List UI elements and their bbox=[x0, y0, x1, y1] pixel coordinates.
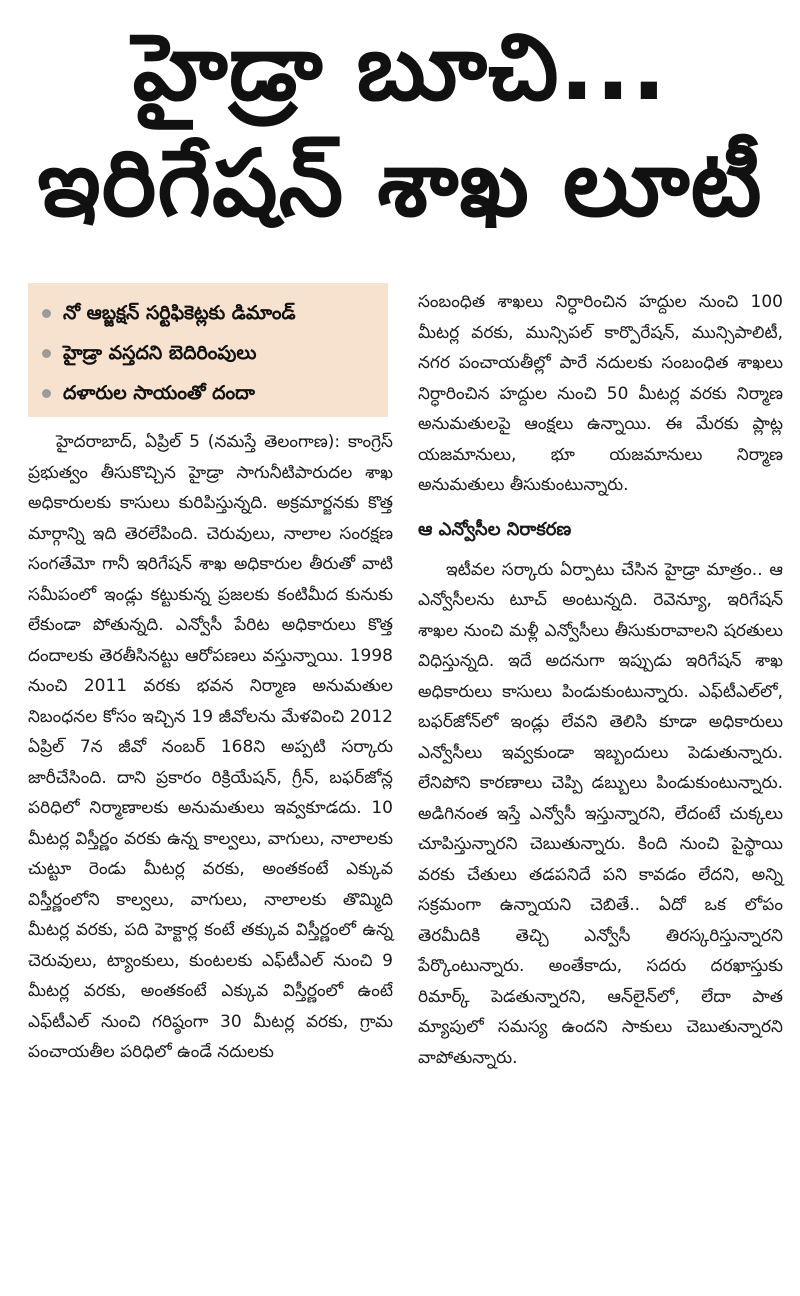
highlights-list bbox=[42, 293, 382, 413]
bullet-icon bbox=[42, 389, 51, 398]
highlight-item bbox=[42, 333, 382, 373]
headline-line-1: హైడ్రా బూచి... bbox=[132, 14, 668, 121]
article-paragraph: హైదరాబాద్, ఏప్రిల్ 5 (నమస్తే తెలంగాణ): కాంగ్రెస్ ప్రభుత్వం తీసుకొచ్చిన హైడ్రా సాగునీటిపారుదల శాఖ అధికారులకు కాసులు కురిపిస్తున్నది. అక్రమార్జనకు కొత్త మార్గాన్ని ఇది తెరలేపింది. చెరువులు, నాలాల సంరక్షణ సంగతేమో గానీ ఇరిగేషన్ శాఖ అధికారుల తీరుతో వాటి సమీపంలో ఇండ్లు కట్టుకున్న ప్రజలకు కంటిమీద కునుకు లేకుండా పోతున్నది. ఎన్వోసీ పేరిట అధికారులు కొత్త దందాలకు తెరతీసినట్టు ఆరోపణలు వస్తున్నాయి. 1998 నుంచి 2011 వరకు భవన నిర్మాణ అనుమతుల నిబంధనల కోసం ఇచ్చిన 19 జీవోలను మేళవించి 2012 ఏప్రిల్ 7న జీవో నంబర్ 168ని అప్పటి సర్కారు జారీచేసింది. దాని ప్రకారం రిక్రియేషన్, గ్రీన్, బఫర్‌జోన్ల పరిధిలో నిర్మాణాలకు అనుమతులు ఇవ్వకూడదు. 10 మీటర్ల విస్తీర్ణం వరకు ఉన్న కాల్వలు, వాగులు, నాలాలకు చుట్టూ రెండు మీటర్ల వరకు, అంతకంటే ఎక్కువ విస్తీర్ణంలోని కాల్వలు, వాగులు, నాలాలకు తొమ్మిది మీటర్ల వరకు, పది హెక్టార్ల కంటే తక్కువ విస్తీర్ణంలో ఉన్న చెరువులు, ట్యాంకులు, కుంటలకు ఎఫ్‌టీఎల్ నుంచి 9 మీటర్ల వరకు, అంతకంటే ఎక్కువ విస్తీర్ణంలో ఉంటే ఎఫ్‌టీఎల్ నుంచి గరిష్ఠంగా 30 మీటర్ల వరకు, గ్రామ పంచాయతీల పరిధిలో ఉండే నదులకు bbox=[28, 432, 393, 1062]
bullet-icon bbox=[42, 309, 51, 318]
article-paragraph: ఇటీవల సర్కారు ఏర్పాటు చేసిన హైడ్రా మాత్రం.. ఆ ఎన్వోసీలను టూచ్ అంటున్నది. రెవెన్యూ, ఇరిగేషన్ శాఖల నుంచి మళ్లీ ఎన్వోసీలు తీసుకురావాలని షరతులు విధిస్తున్నది. ఇదే అదనుగా ఇప్పుడు ఇరిగేషన్ శాఖ అధికారులు కాసులు పిండుకుంటున్నారు. ఎఫ్‌టీఎల్‌లో, బఫర్‌జోన్‌లో ఇండ్లు లేవని తెలిసి కూడా అధికారులు ఎన్వోసీలు ఇవ్వకుండా ఇబ్బందులు పెడుతున్నారు. లేనిపోని కారణాలు చెప్పి డబ్బులు పిండుకుంటున్నారు. అడిగినంత ఇస్తే ఎన్వోసీ ఇస్తున్నారని, లేదంటే చుక్కలు చూపిస్తున్నారని చెబుతున్నారు. కింది నుంచి పైస్థాయి వరకు చేతులు తడపనిదే పని కావడం లేదని, అన్ని సక్రమంగా ఉన్నాయని చెబితే.. ఏదో ఒక లోపం తెరమీదికి తెచ్చి ఎన్వోసీ తిరస్కరిస్తున్నారని పేర్కొంటున్నారు. అంతేకాదు, సదరు దరఖాస్తుకు రిమార్క్ పెడతున్నారని, ఆన్‌లైన్‌లో, లేదా పాత మ్యాపులో సమస్య ఉందని సాకులు చెబుతున్నారని వాపోతున్నారు. bbox=[418, 559, 783, 1068]
highlight-text: దళారుల సాయంతో దందా bbox=[63, 382, 255, 404]
bullet-icon bbox=[42, 349, 51, 358]
highlight-item bbox=[42, 373, 382, 413]
headline-line-2: ఇరిగేషన్ శాఖ లూటీ bbox=[37, 130, 763, 237]
article-paragraph: సంబంధిత శాఖలు నిర్ధారించిన హద్దుల నుంచి 100 మీటర్ల వరకు, మున్సిపల్ కార్పొరేషన్, మున్సిపాలిటీ, నగర పంచాయతీల్లో పారే నదులకు సంబంధిత శాఖలు నిర్ధారించిన హద్దుల నుంచి 50 మీటర్ల వరకు నిర్మాణ అనుమతులపై ఆంక్షలు ఉన్నాయి. ఈ మేరకు ప్లాట్ల యజమానులు, భూ యజమానులు నిర్మాణ అనుమతులు తీసుకుంటున్నారు. bbox=[418, 292, 783, 495]
article-column-left bbox=[28, 427, 393, 1068]
highlights-box bbox=[28, 283, 388, 417]
article-column-right bbox=[418, 287, 783, 1073]
highlight-text: హైడ్రా వస్తదని బెదిరింపులు bbox=[63, 342, 257, 364]
article-subheading: ఆ ఎన్వోసీల నిరాకరణ bbox=[418, 518, 572, 540]
highlight-text: నో ఆబ్జక్షన్ సర్టిఫికెట్లకు డిమాండ్ bbox=[63, 302, 296, 324]
highlight-item bbox=[42, 293, 382, 333]
headline bbox=[0, 0, 800, 242]
